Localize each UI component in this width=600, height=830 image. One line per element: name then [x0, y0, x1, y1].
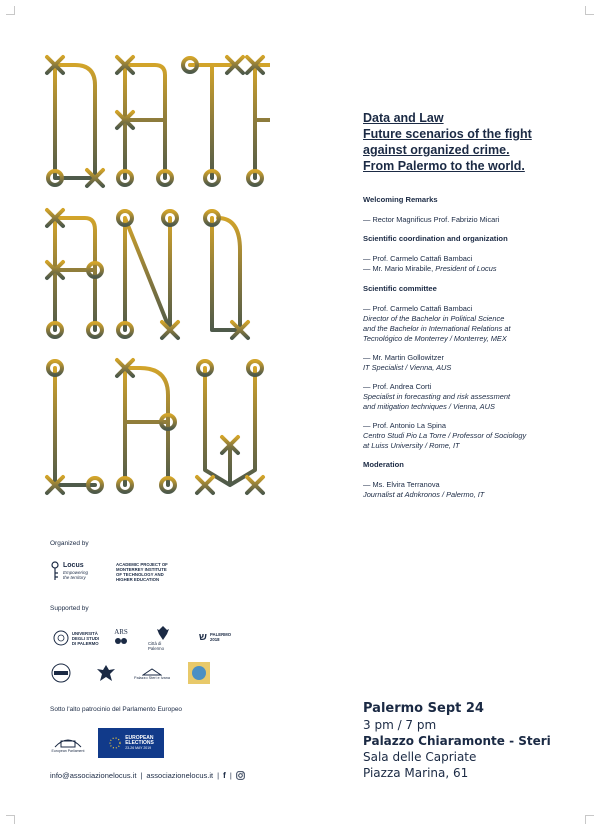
parliament-icon — [53, 735, 83, 749]
contact-line — [50, 770, 245, 780]
monterrey-text-1: ACADEMIC PROJECT OF — [116, 562, 168, 567]
elections-text-1: EUROPEAN — [125, 734, 154, 741]
ars-text: ARS — [114, 628, 128, 636]
elections-text-2: ELECTIONS — [125, 739, 154, 746]
event-room: Sala delle Capriate — [363, 750, 477, 764]
committee-member — [363, 304, 578, 344]
crop-mark-top-left — [6, 6, 15, 15]
committee-title: Scientific committee — [363, 284, 437, 293]
locus-tagline-1: Empowering — [63, 570, 89, 575]
crop-mark-top-right — [585, 6, 594, 15]
eu-stars-icon — [108, 736, 122, 750]
member-name: — Mr. Martin Gollowitzer — [363, 353, 444, 362]
locus-tagline-2: the territory — [63, 575, 86, 580]
member-role: Centro Studi Pio La Torre / Professor of Sociology — [363, 431, 527, 440]
member-role: IT Specialist / Vienna, AUS — [363, 363, 452, 372]
program-list — [363, 195, 578, 509]
letter-a-2 — [247, 57, 270, 185]
facebook-icon[interactable]: f — [223, 770, 226, 780]
moderator-role: Journalist at Adnkronos / Palermo, IT — [363, 490, 485, 499]
european-elections-logo — [98, 728, 164, 758]
round-badge-icon — [51, 663, 71, 683]
letter-d-2 — [205, 211, 248, 338]
citta-text: Città di Palermo — [148, 641, 165, 651]
palermo-2018-logo — [190, 627, 240, 647]
palermo-2018-mark: ש — [198, 631, 207, 643]
letter-n — [118, 211, 178, 338]
title-line-2: Future scenarios of the fight — [363, 127, 532, 141]
eagle-icon — [96, 663, 116, 683]
coordination-member-2 — [363, 264, 578, 274]
organized-by-label: Organized by — [50, 540, 89, 547]
event-time: 3 pm / 7 pm — [363, 718, 437, 732]
contact-website[interactable]: associazionelocus.it — [146, 770, 214, 780]
committee-member — [363, 382, 578, 412]
member-role: Director of the Bachelor in Political Science — [363, 314, 505, 323]
welcoming-speaker: — Rector Magnificus Prof. Fabrizio Micari — [363, 215, 500, 224]
event-address: Piazza Marina, 61 — [363, 766, 469, 780]
monterrey-logo — [116, 562, 176, 582]
coordination-title: Scientific coordination and organization — [363, 234, 508, 243]
monterrey-text-3: OF TECHNOLOGY AND — [116, 572, 164, 577]
event-title — [363, 110, 573, 174]
moderation-title: Moderation — [363, 460, 404, 469]
coordination-member — [363, 254, 578, 274]
crop-mark-bottom-right — [585, 815, 594, 824]
letter-l — [47, 361, 102, 493]
palermo-2018-text-1: PALERMO — [209, 632, 232, 637]
contact-separator: | — [140, 770, 143, 780]
letter-t — [183, 57, 243, 185]
unipa-text-3: DI PALERMO — [71, 640, 99, 646]
locus-key-icon — [50, 561, 60, 581]
title-line-3: against organized crime. — [363, 143, 510, 157]
title-line-1: Data and Law — [363, 111, 444, 125]
letter-d-1 — [47, 57, 103, 186]
letter-w — [197, 361, 263, 493]
member-role: at Luiss University / Rome, IT — [363, 441, 460, 450]
unesco-2018-logo — [186, 660, 212, 686]
crop-mark-bottom-left — [6, 815, 15, 824]
unipa-seal-icon — [53, 630, 69, 646]
title-line-4: From Palermo to the world. — [363, 159, 525, 173]
moderator — [363, 480, 578, 500]
contact-separator: | — [217, 770, 220, 780]
committee-member — [363, 421, 578, 451]
historic-logo — [132, 665, 172, 683]
building-icon — [142, 668, 162, 676]
member-role: and mitigation techniques / Vienna, AUS — [363, 402, 495, 411]
event-details — [363, 700, 583, 781]
monterrey-text-4: HIGHER EDUCATION — [116, 577, 160, 582]
committee-member — [363, 353, 578, 373]
unesco-badge-icon — [187, 661, 211, 685]
member-role: Specialist in forecasting and risk assessment — [363, 392, 511, 401]
european-parliament-logo — [50, 733, 86, 755]
member-role: and the Bachelor in International Relations at — [363, 324, 511, 333]
coordination-member-2-role: President of Locus — [435, 264, 497, 273]
citta-palermo-logo — [148, 624, 178, 652]
letter-a-4 — [117, 360, 175, 492]
member-name: — Prof. Andrea Corti — [363, 382, 432, 391]
contact-separator: | — [229, 770, 232, 780]
monterrey-text-2: MONTERREY INSTITUTE — [116, 567, 167, 572]
moderator-name: — Ms. Elvira Terranova — [363, 480, 440, 489]
letter-a-3 — [47, 210, 102, 337]
member-name: — Prof. Carmelo Cattafi Bambaci — [363, 304, 473, 313]
ep-text: European Parliament — [51, 748, 85, 753]
elections-text-3: 23-26 MAY 2019 — [125, 745, 152, 750]
locus-logo — [50, 560, 110, 582]
antimafia-logo — [50, 662, 72, 684]
unipa-text-1: UNIVERSITÀ — [71, 630, 98, 636]
ars-logo — [110, 624, 132, 650]
historic-text: Palazzo Steri e Ivana — [134, 675, 170, 680]
unipa-logo — [50, 628, 102, 648]
member-name: — Prof. Antonio La Spina — [363, 421, 446, 430]
letter-a-1 — [117, 57, 172, 185]
headline-lettering — [40, 50, 270, 500]
patronage-label: Sotto l'alto patrocinio del Parlamento Europeo — [50, 706, 183, 713]
unipa-text-2: DEGLI STUDI — [71, 635, 100, 641]
sicily-eagle-logo — [95, 662, 117, 684]
welcoming-title: Welcoming Remarks — [363, 195, 438, 204]
event-venue: Palazzo Chiaramonte - Steri — [363, 734, 551, 748]
locus-name: Locus — [63, 562, 84, 569]
coordination-member-2-name: — Mr. Mario Mirabile, — [363, 264, 434, 273]
member-role: Tecnológico de Monterrey / Monterrey, MEX — [363, 334, 507, 343]
palermo-2018-text-2: 2018 — [209, 637, 220, 642]
eagle-crest-icon — [156, 625, 170, 641]
instagram-icon[interactable] — [236, 771, 245, 780]
supported-by-label: Supported by — [50, 605, 89, 612]
coordination-member-1: — Prof. Carmelo Cattafi Bambaci — [363, 254, 473, 263]
ars-emblem-icon — [114, 636, 128, 646]
event-date: Palermo Sept 24 — [363, 701, 484, 716]
contact-email[interactable]: info@associazionelocus.it — [50, 770, 137, 780]
